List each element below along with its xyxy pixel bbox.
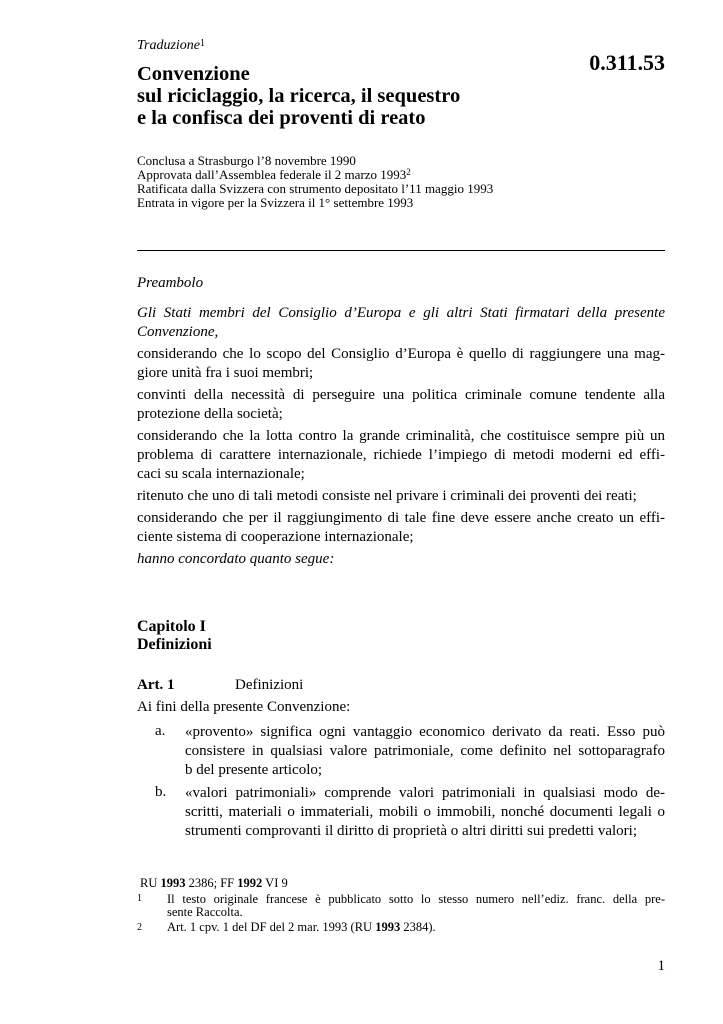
divider	[137, 250, 665, 251]
footnote-number: 2	[137, 922, 142, 933]
meta-line: Ratificata dalla Svizzera con strumento depositato l’11 maggio 1993	[137, 181, 494, 196]
ref-text: VI 9	[262, 876, 288, 890]
title-line: sul riciclaggio, la ricerca, il sequestro	[137, 85, 461, 107]
text-line: ciente sistema di cooperazione internazionale;	[137, 529, 414, 545]
article-number: Art. 1	[137, 677, 175, 693]
text-line: giore unità fra i suoi membri;	[137, 365, 314, 381]
meta-line	[137, 168, 493, 182]
document-metadata	[137, 154, 493, 210]
chapter-heading	[137, 618, 212, 654]
item-text	[185, 784, 665, 841]
meta-line: Entrata in vigore per la Svizzera il 1° settembre 1993	[137, 195, 414, 210]
source-reference	[140, 877, 288, 890]
preamble-heading: Preambolo	[137, 275, 204, 291]
text-line: consistere in qualsiasi valore patrimoniale, come definito nel sottoparagrafo	[185, 743, 665, 759]
text-line: «provento» significa ogni vantaggio economico derivato da reati. Esso può	[185, 724, 665, 740]
preamble-paragraph	[137, 550, 665, 569]
footnote-line: Il testo originale francese è pubblicato sotto lo stesso numero nell’ediz. franc. della pre-	[167, 892, 665, 906]
footnote-line: Art. 1 cpv. 1 del DF del 2 mar. 1993 (RU	[167, 920, 376, 934]
text-line: hanno concordato quanto segue:	[137, 551, 335, 567]
preamble-paragraph	[137, 304, 665, 342]
text-line: b del presente articolo;	[185, 762, 323, 778]
text-line: problema di carattere internazionale, richiede l’impiego di metodi moderni ed effi-	[137, 447, 665, 463]
preamble-paragraph	[137, 345, 665, 383]
article-intro: Ai fini della presente Convenzione:	[137, 699, 351, 715]
chapter-title: Definizioni	[137, 636, 212, 653]
page-number: 1	[657, 958, 665, 974]
item-text	[185, 723, 665, 780]
text-line: considerando che la lotta contro la grande criminalità, che costituisce sempre più un	[137, 428, 665, 444]
chapter-number: Capitolo I	[137, 618, 206, 635]
document-title	[137, 63, 460, 129]
preamble-paragraph	[137, 386, 665, 424]
article-title: Definizioni	[235, 677, 304, 693]
item-letter: b.	[155, 784, 167, 800]
item-letter: a.	[155, 723, 166, 739]
footnote-line: sente Raccolta.	[167, 905, 243, 919]
footnote-ref[interactable]: 2	[406, 167, 411, 177]
text-line: scritti, materiali o immateriali, mobili o immobili, nonché documenti legali o	[185, 804, 665, 820]
ref-year: 1992	[237, 876, 263, 890]
preamble-paragraph	[137, 427, 665, 484]
text-line: convinti della necessità di perseguire una politica criminale comune tendente alla	[137, 387, 665, 403]
preamble	[137, 304, 665, 572]
title-line: e la confisca dei proventi di reato	[137, 107, 426, 129]
translation-text: Traduzione	[137, 38, 201, 53]
ref-text: 2386; FF	[185, 876, 238, 890]
preamble-paragraph	[137, 487, 665, 506]
title-line: Convenzione	[137, 63, 250, 85]
preamble-paragraph	[137, 509, 665, 547]
footnote-line: 2384).	[400, 920, 436, 934]
footnote-ref[interactable]: 1	[200, 38, 206, 49]
footnote-text	[167, 921, 665, 934]
text-line: strumenti comprovanti il diritto di proprietà o altri diritti sui predetti valori;	[185, 823, 637, 839]
sr-number: 0.311.53	[589, 50, 665, 75]
footnote-number: 1	[137, 893, 142, 904]
text-line: Convenzione,	[137, 324, 219, 340]
text-line: Gli Stati membri del Consiglio d’Europa e gli altri Stati firmatari della presente	[137, 305, 665, 321]
ref-text: RU	[140, 876, 161, 890]
text-line: protezione della società;	[137, 406, 283, 422]
meta-text: Approvata dall’Assemblea federale il 2 marzo 1993	[137, 167, 407, 182]
ref-year: 1993	[375, 920, 401, 934]
footnote-text	[167, 893, 665, 919]
text-line: considerando che lo scopo del Consiglio d’Europa è quello di raggiungere una mag-	[137, 346, 665, 362]
text-line: ritenuto che uno di tali metodi consiste nel privare i criminali dei proventi dei reati;	[137, 488, 637, 504]
meta-line: Conclusa a Strasburgo l’8 novembre 1990	[137, 153, 356, 168]
ref-year: 1993	[160, 876, 186, 890]
text-line: considerando che per il raggiungimento di tale fine deve essere anche creato un effi-	[137, 510, 665, 526]
text-line: «valori patrimoniali» comprende valori patrimoniali in qualsiasi modo de-	[185, 785, 665, 801]
translation-label	[137, 38, 205, 54]
text-line: caci su scala internazionale;	[137, 466, 305, 482]
